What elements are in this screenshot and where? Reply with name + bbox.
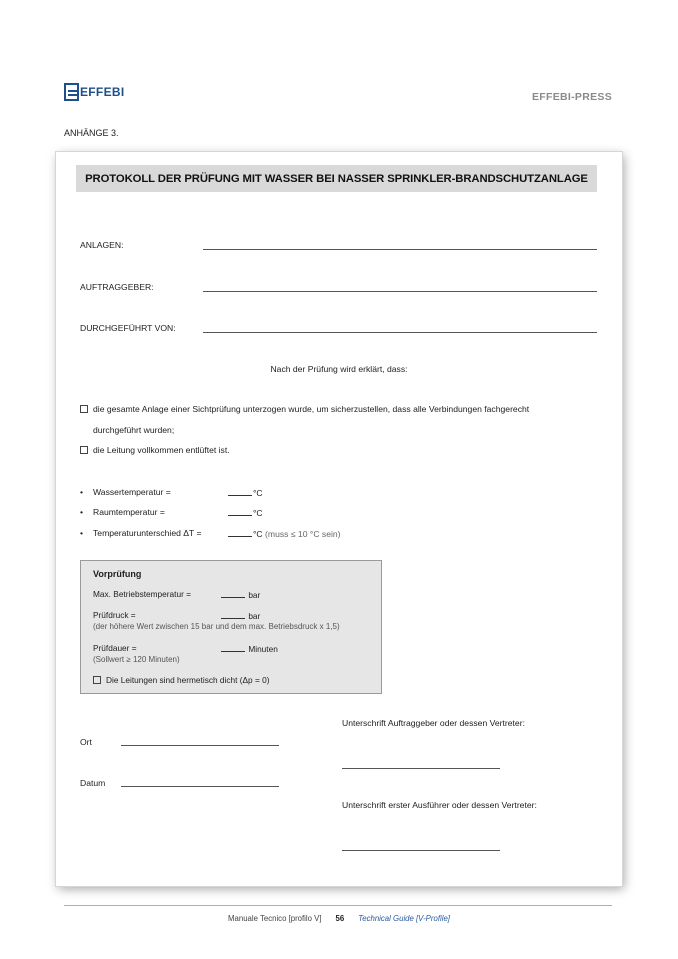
unit: Minuten [248, 644, 278, 654]
bullet: • [80, 528, 84, 538]
pruefdruck-value[interactable] [221, 610, 260, 621]
check-text-vented: die Leitung vollkommen entlüftet ist. [93, 445, 230, 455]
ort-line[interactable] [121, 745, 279, 746]
field-label-auftraggeber: AUFTRAGGEBER: [80, 282, 154, 292]
form-card [56, 152, 622, 886]
bullet: • [80, 507, 84, 517]
temp-row-water [80, 487, 83, 497]
temp-label-room: Raumtemperatur = [93, 507, 165, 517]
unit: °C [253, 488, 263, 498]
blank-line[interactable] [228, 507, 252, 516]
signature-label-executor: Unterschrift erster Ausführer oder dessen Vertreter: [342, 800, 537, 810]
vorpruefung-title: Vorprüfung [93, 569, 142, 579]
footer-left: Manuale Tecnico [profilo V] [228, 914, 322, 923]
unit: °C [253, 508, 263, 518]
max-value[interactable] [221, 589, 260, 600]
effebi-logo [64, 82, 124, 102]
hermetic-text: Die Leitungen sind hermetisch dicht (Δp = 0) [106, 675, 270, 685]
ort-label: Ort [80, 737, 92, 747]
field-label-anlagen: ANLAGEN: [80, 240, 124, 250]
temp-row-diff [80, 528, 83, 538]
datum-label: Datum [80, 778, 106, 788]
max-label: Max. Betriebstemperatur = [93, 589, 191, 599]
declaration-text: Nach der Prüfung wird erklärt, dass: [270, 364, 408, 374]
blank-line[interactable] [228, 487, 252, 496]
check-row-vented [80, 445, 230, 455]
bullet: • [80, 487, 84, 497]
unit: °C [253, 529, 263, 539]
section-heading: ANHÄNGE 3. [64, 128, 119, 138]
signature-label-client: Unterschrift Auftraggeber oder dessen Vertreter: [342, 718, 525, 728]
datum-line[interactable] [121, 786, 279, 787]
field-line-durchgefuehrt[interactable] [203, 332, 597, 333]
temp-label-diff: Temperaturunterschied ΔT = [93, 528, 202, 538]
dauer-value[interactable] [221, 643, 278, 654]
dauer-label: Prüfdauer = [93, 643, 137, 653]
temp-diff-note: (muss ≤ 10 °C sein) [265, 529, 341, 539]
blank-line[interactable] [221, 589, 245, 598]
temp-value-room[interactable] [228, 507, 263, 518]
check-text-line2: durchgeführt wurden; [93, 425, 175, 435]
unit: bar [248, 590, 261, 600]
temp-row-room [80, 507, 83, 517]
field-line-auftraggeber[interactable] [203, 291, 597, 292]
temp-label-water: Wassertemperatur = [93, 487, 171, 497]
footer-divider [64, 905, 612, 906]
field-line-anlagen[interactable] [203, 249, 597, 250]
unit: bar [248, 611, 261, 621]
pruefdruck-note: (der höhere Wert zwischen 15 bar und dem max. Betriebsdruck x 1,5) [93, 622, 340, 631]
effebi-logo-icon [64, 83, 79, 101]
footer-right: Technical Guide [V-Profile] [358, 914, 450, 923]
hermetic-row [93, 675, 270, 685]
field-label-durchgefuehrt: DURCHGEFÜHRT VON: [80, 323, 176, 333]
checkbox-vented[interactable] [80, 446, 88, 454]
checkbox-hermetic[interactable] [93, 676, 101, 684]
signature-line-client[interactable] [342, 768, 500, 769]
check-text-line1: die gesamte Anlage einer Sichtprüfung unterzogen wurde, um sicherzustellen, dass alle Verbindungen fachgerecht [93, 404, 530, 414]
check-row-visual [80, 404, 529, 414]
page-number: 56 [335, 914, 345, 923]
signature-line-executor[interactable] [342, 850, 500, 851]
blank-line[interactable] [221, 643, 245, 652]
temp-value-diff[interactable] [228, 528, 341, 539]
form-title-bar [76, 165, 597, 192]
dauer-note: (Sollwert ≥ 120 Minuten) [93, 655, 180, 664]
brand-name: EFFEBI-PRESS [531, 91, 612, 103]
footer [0, 914, 678, 923]
blank-line[interactable] [228, 528, 252, 537]
temp-value-water[interactable] [228, 487, 263, 498]
form-title: PROTOKOLL DER PRÜFUNG MIT WASSER BEI NASSER SPRINKLER-BRANDSCHUTZANLAGE [85, 172, 588, 185]
blank-line[interactable] [221, 610, 245, 619]
logo-text: EFFEBI [80, 85, 125, 99]
checkbox-visual-inspection[interactable] [80, 405, 88, 413]
pruefdruck-label: Prüfdruck = [93, 610, 136, 620]
